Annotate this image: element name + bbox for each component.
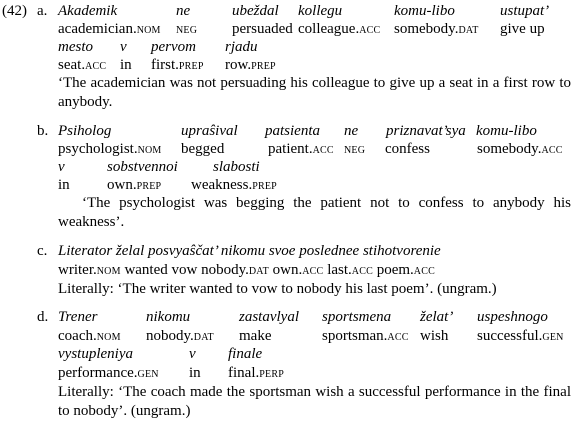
gloss-word: confess	[385, 141, 430, 157]
source-word: sportsmena	[322, 309, 392, 325]
gloss-word: academician.NOM	[58, 21, 161, 37]
gloss-word: sportsman.ACC	[322, 328, 409, 344]
gloss-word: make	[239, 328, 272, 344]
item-letter-b: b.	[37, 123, 49, 139]
item-letter-a: a.	[37, 3, 48, 19]
example-number: (42)	[2, 3, 27, 19]
gloss-word: successful.GEN	[477, 328, 564, 344]
source-word: ne	[344, 123, 359, 139]
gloss-word: psychologist.NOM	[58, 141, 162, 157]
source-word: v	[58, 159, 65, 175]
source-word: ne	[176, 3, 191, 19]
source-word: v	[189, 346, 196, 362]
item-letter-c: c.	[37, 243, 48, 259]
gloss-word: give up	[500, 21, 545, 37]
source-word: uspeshnogo	[477, 309, 548, 325]
gloss-word: seat.ACC	[58, 57, 107, 73]
source-word: Trener	[58, 309, 98, 325]
source-word: zastavlyal	[239, 309, 299, 325]
gloss-word: somebody.ACC	[477, 141, 563, 157]
source-word: patsienta	[265, 123, 320, 139]
source-word: želat’	[420, 309, 454, 325]
source-word: ubeždal	[232, 3, 279, 19]
source-word: Psiholog	[58, 123, 112, 139]
source-word: v	[120, 39, 127, 55]
source-word: pervom	[151, 39, 196, 55]
source-word: sobstvennoi	[107, 159, 178, 175]
source-word: finale	[228, 346, 263, 362]
gloss-word: somebody.DAT	[394, 21, 479, 37]
gloss-word: row.PREP	[225, 57, 276, 73]
source-word: priznavat’sya	[386, 123, 466, 139]
free-translation: Literally: ‘The writer wanted to vow to nobody his last poem’. (ungram.)	[58, 281, 497, 297]
gloss-word: begged	[181, 141, 225, 157]
gloss-line: writer.NOM wanted vow nobody.DAT own.ACC last.ACC poem.ACC	[58, 262, 435, 278]
gloss-word: performance.GEN	[58, 365, 159, 381]
gloss-word: in	[120, 57, 132, 73]
free-translation: Literally: ‘The coach made the sportsman wish a successful performance in the final to nobody’. (ungram.)	[58, 384, 571, 419]
gloss-word: in	[58, 177, 70, 193]
source-word: ustupat’	[500, 3, 550, 19]
source-line: Literator želal posvyaŝčat’ nikomu svoe poslednee stihotvorenie	[58, 243, 441, 259]
gloss-word: nobody.DAT	[146, 328, 214, 344]
source-word: komu-libo	[394, 3, 455, 19]
gloss-word: own.PREP	[107, 177, 162, 193]
source-word: slabosti	[213, 159, 260, 175]
source-word: Akademik	[58, 3, 118, 19]
gloss-word: coach.NOM	[58, 328, 121, 344]
gloss-word: NEG	[344, 145, 366, 156]
source-word: upraŝival	[181, 123, 238, 139]
gloss-word: NEG	[176, 25, 198, 36]
gloss-word: first.PREP	[151, 57, 204, 73]
source-word: vystupleniya	[58, 346, 133, 362]
gloss-word: weakness.PREP	[191, 177, 277, 193]
gloss-word: colleague.ACC	[298, 21, 381, 37]
source-word: kollegu	[298, 3, 343, 19]
gloss-word: wish	[420, 328, 449, 344]
source-word: komu-libo	[476, 123, 537, 139]
gloss-word: in	[189, 365, 201, 381]
source-word: nikomu	[146, 309, 191, 325]
gloss-word: final.PERP	[228, 365, 284, 381]
free-translation: ‘The psychologist was begging the patient not to confess to anybody his weakness’.	[58, 195, 571, 230]
source-word: mesto	[58, 39, 93, 55]
free-translation: ‘The academician was not persuading his colleague to give up a seat in a first row to anybody.	[58, 75, 571, 110]
source-word: rjadu	[225, 39, 258, 55]
gloss-word: persuaded	[232, 21, 293, 37]
gloss-word: patient.ACC	[268, 141, 334, 157]
item-letter-d: d.	[37, 309, 49, 325]
